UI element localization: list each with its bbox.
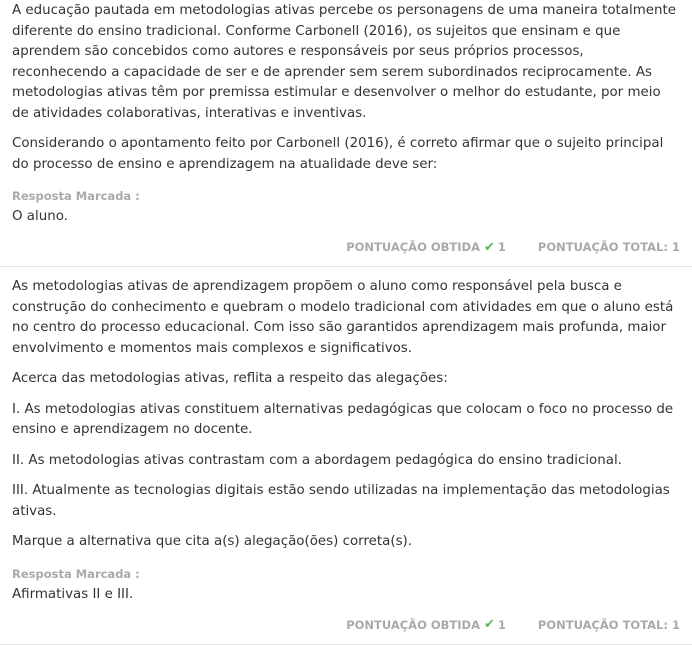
question-divider xyxy=(0,644,692,645)
check-icon: ✔ xyxy=(483,617,495,632)
answer-label: Resposta Marcada : xyxy=(12,189,140,203)
score-obtained-value: 1 xyxy=(497,617,506,632)
question-block-1 xyxy=(12,0,680,267)
score-total-label: PONTUAÇÃO TOTAL: xyxy=(537,240,668,254)
answer-value: Afirmativas II e III. xyxy=(12,586,134,602)
question-2-context: As metodologias ativas de aprendizagem propõem o aluno como responsável pela busca e construção do conhecimento e quebram o modelo tradicional com atividades em que o aluno está no centro do processo educacional. Com isso são garantidos aprendizagem mais profunda, maior envolvimento e momentos mais complexos e significativos. xyxy=(12,279,674,356)
question-block-2 xyxy=(12,267,680,645)
question-2-prompt: Acerca das metodologias ativas, reflita a respeito das alegações: xyxy=(12,371,448,386)
score-obtained xyxy=(346,617,506,632)
statement-3: III. Atualmente as tecnologias digitais estão sendo utilizadas na implementação das metodologias ativas. xyxy=(12,483,670,519)
score-total-value: 1 xyxy=(671,240,680,254)
question-1-context: A educação pautada em metodologias ativas percebe os personagens de uma maneira totalmente diferente do ensino tradicional. Conforme Carbonell (2016), os sujeitos que ensinam e que aprendem são concebidos como autores e responsáveis por seus próprios processos, reconhecendo a capacidade de ser e de aprender sem serem subordinados reciprocamente. As metodologias ativas têm por premissa estimular e desenvolver o melhor do estudante, por meio de atividades colaborativas, interativas e inventivas. xyxy=(12,3,676,121)
score-total xyxy=(538,618,680,632)
score-row xyxy=(12,239,680,255)
score-total xyxy=(538,240,680,254)
answer-value: O aluno. xyxy=(12,209,68,224)
score-obtained xyxy=(346,240,506,255)
score-obtained-label: PONTUAÇÃO OBTIDA xyxy=(346,617,480,632)
check-icon: ✔ xyxy=(483,239,495,255)
score-obtained-label: PONTUAÇÃO OBTIDA xyxy=(346,240,480,254)
question-2-instruction: Marque a alternativa que cita a(s) alegação(ões) correta(s). xyxy=(12,534,413,549)
statement-1: I. As metodologias ativas constituem alternativas pedagógicas que colocam o foco no processo de ensino e aprendizagem no docente. xyxy=(12,401,674,437)
question-1-prompt: Considerando o apontamento feito por Carbonell (2016), é correto afirmar que o sujeito principal do processo de ensino e aprendizagem na atualidade deve ser: xyxy=(12,136,664,172)
score-obtained-value: 1 xyxy=(497,240,506,254)
score-total-label: PONTUAÇÃO TOTAL: xyxy=(537,617,668,632)
score-row xyxy=(12,617,680,633)
answer-label: Resposta Marcada : xyxy=(12,566,140,581)
statement-2: II. As metodologias ativas contrastam com a abordagem pedagógica do ensino tradicional. xyxy=(12,452,622,468)
score-total-value: 1 xyxy=(671,617,680,632)
